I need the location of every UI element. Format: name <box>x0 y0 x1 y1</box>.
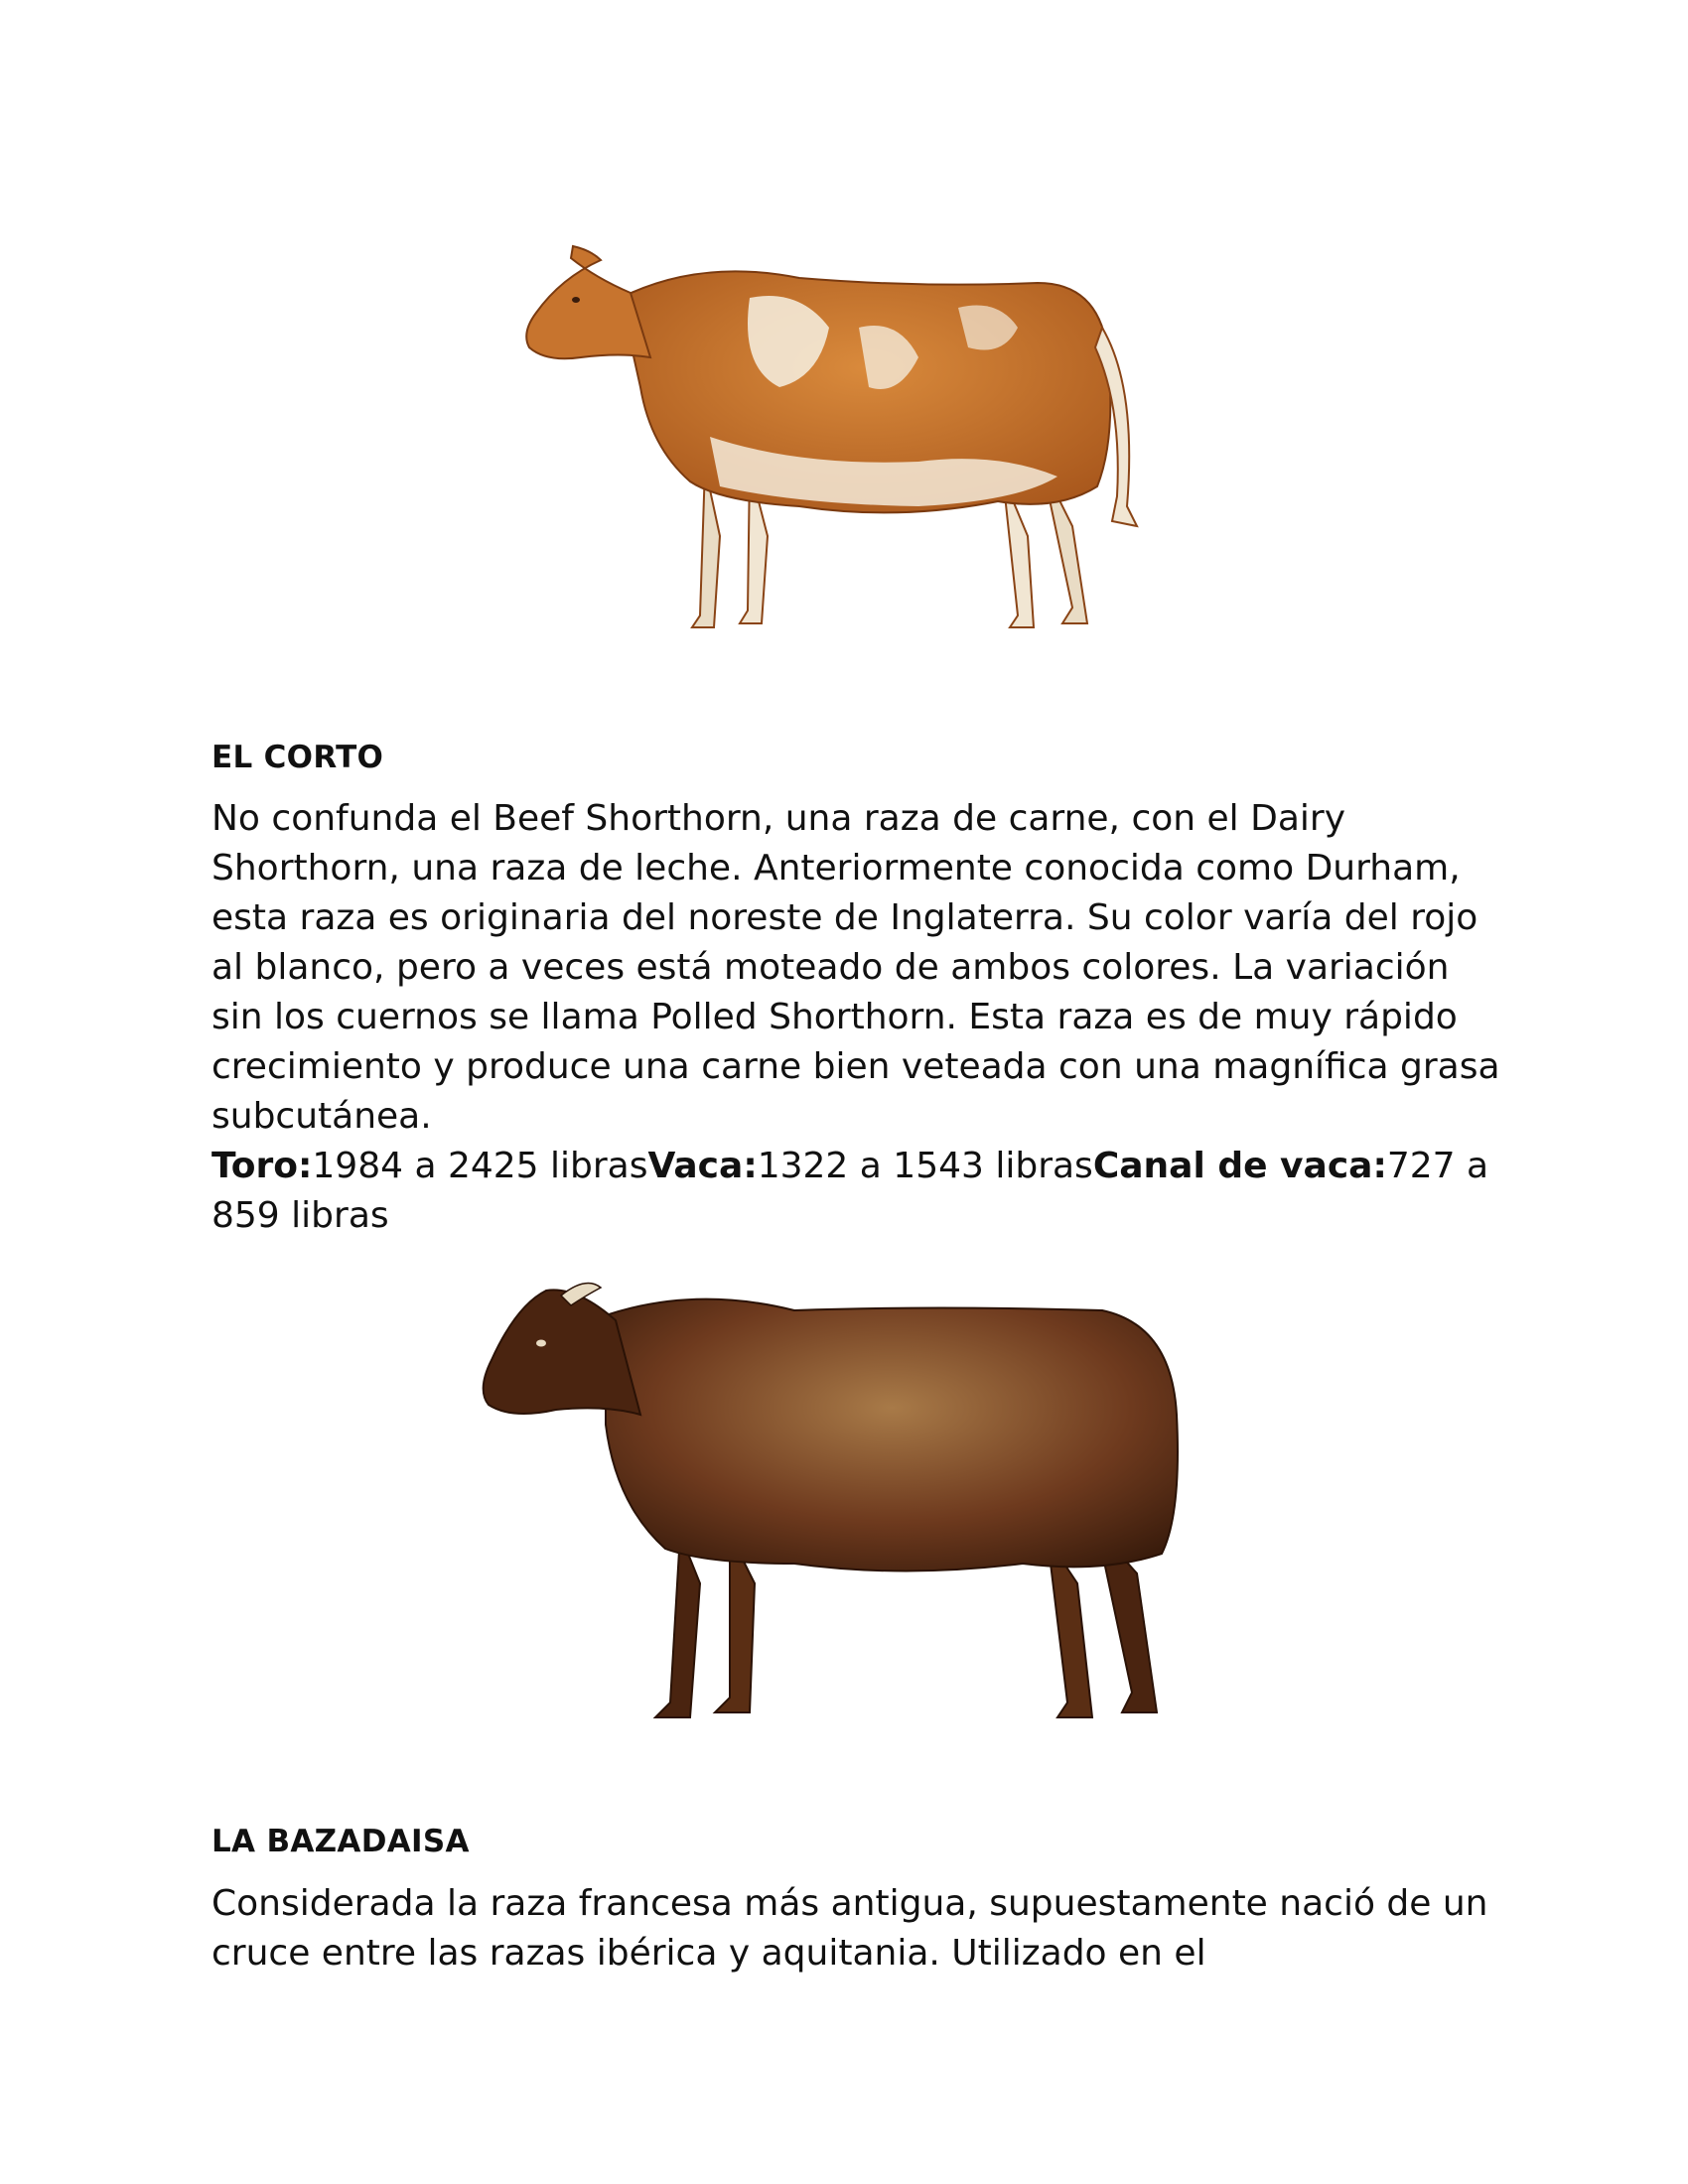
breed-title: LA BAZADAISA <box>211 1824 470 1859</box>
breed-description: Considerada la raza francesa más antigua, supuestamente nació de un cruce entre las razas ibérica y aquitania. Utilizado en el <box>211 1883 1488 1974</box>
bull-weight-label: Toro: <box>211 1146 313 1186</box>
description-text: No confunda el Beef Shorthorn, una raza de carne, con el Dairy Shorthorn, una raza de leche. Anteriormente conocida como Durham, esta raza es originaria del noreste de Inglaterra. Su color varía del rojo al blanco, pero a veces está moteado de ambos colores. La variación sin los cuernos se llama Polled Shorthorn. Esta raza es de muy rápido crecimiento y produce una carne bien veteada con una magnífica grasa subcutánea. <box>211 798 1500 1137</box>
shorthorn-cow-illustration <box>501 238 1167 645</box>
breed-description <box>211 794 1502 1241</box>
cow-weight-value: 1322 a 1543 libras <box>757 1146 1093 1186</box>
bazadaise-bull-illustration <box>467 1266 1201 1732</box>
carcass-weight-value: 727 a 859 libras <box>211 1146 1489 1236</box>
carcass-weight-label: Canal de vaca: <box>1092 1146 1387 1186</box>
cow-weight-label: Vaca: <box>647 1146 758 1186</box>
weights-line <box>211 1142 1502 1241</box>
breed-title: EL CORTO <box>211 740 384 775</box>
bull-weight-value: 1984 a 2425 libras <box>312 1146 648 1186</box>
